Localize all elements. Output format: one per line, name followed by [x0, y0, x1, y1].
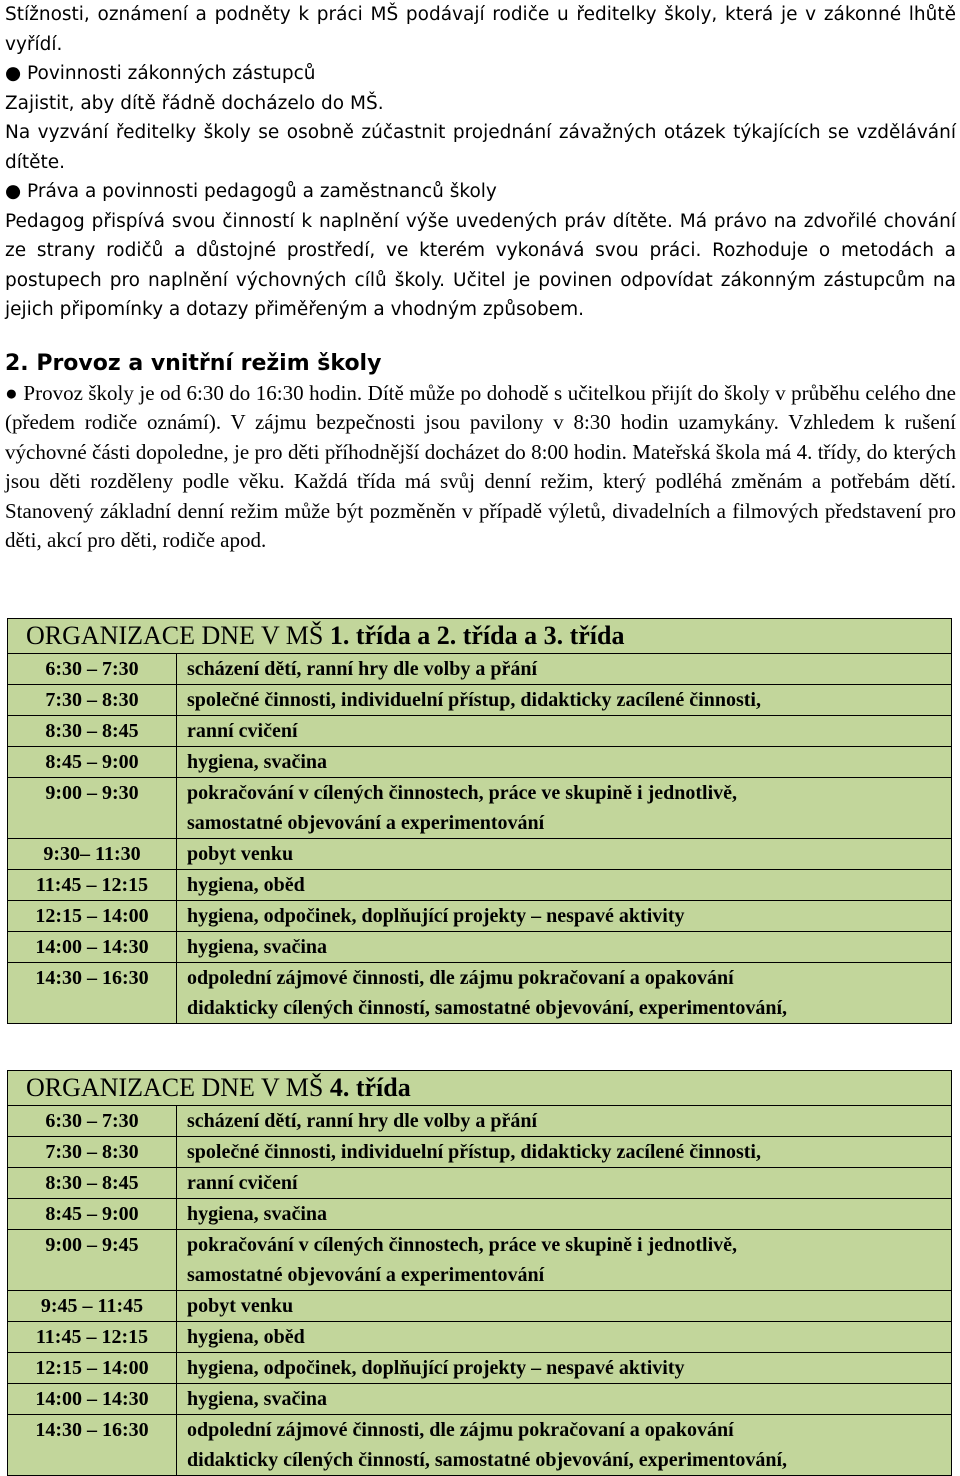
activity-line: hygiena, oběd: [187, 1326, 305, 1348]
activity: [177, 778, 952, 839]
time-slot: 7:30 – 8:30: [8, 685, 177, 716]
table-row: [8, 932, 952, 963]
guardians-duties-heading: ● Povinnosti zákonných zástupců: [5, 63, 316, 84]
activity-line: společné činnosti, individuelní přístup, didakticky zacílené činnosti,: [187, 689, 761, 711]
activity-line: odpolední zájmové činnosti, dle zájmu pokračovaní a opakování: [187, 967, 734, 989]
activity-line: společné činnosti, individuelní přístup, didakticky zacílené činnosti,: [187, 1141, 761, 1163]
time-slot: 8:45 – 9:00: [8, 747, 177, 778]
activity: [177, 685, 952, 716]
schedule-table-title: ORGANIZACE DNE V MŠ 1. třída a 2. třída a 3. třída: [8, 619, 952, 654]
activity-line: ranní cvičení: [187, 720, 298, 742]
table-row: [8, 716, 952, 747]
table-row: [8, 1106, 952, 1137]
activity-line: pobyt venku: [187, 1295, 294, 1317]
rules-section: [5, 0, 956, 325]
time-slot: 8:45 – 9:00: [8, 1199, 177, 1230]
time-slot: 6:30 – 7:30: [8, 654, 177, 685]
time-slot: 6:30 – 7:30: [8, 1106, 177, 1137]
time-slot: 14:00 – 14:30: [8, 1384, 177, 1415]
activity-line: hygiena, svačina: [187, 751, 328, 773]
schedule-table-classes-1-3: [7, 618, 952, 1024]
section-heading: 2. Provoz a vnitřní režim školy: [5, 350, 382, 376]
activity: [177, 963, 952, 1024]
activity: [177, 839, 952, 870]
time-slot: 14:00 – 14:30: [8, 932, 177, 963]
activity-line: pokračování v cílených činnostech, práce ve skupině i jednotlivě,: [187, 1234, 737, 1256]
activity-line: pokračování v cílených činnostech, práce ve skupině i jednotlivě,: [187, 782, 737, 804]
time-slot: 11:45 – 12:15: [8, 870, 177, 901]
activity-line: pobyt venku: [187, 843, 294, 865]
activity-line: didakticky cílených činností, samostatné objevování, experimentování,: [187, 997, 788, 1019]
activity: [177, 1384, 952, 1415]
time-slot: 8:30 – 8:45: [8, 716, 177, 747]
activity-line: odpolední zájmové činnosti, dle zájmu pokračovaní a opakování: [187, 1419, 734, 1441]
table-row: [8, 747, 952, 778]
activity-line: didakticky cílených činností, samostatné objevování, experimentování,: [187, 1449, 788, 1471]
teachers-rights-paragraph: Pedagog přispívá svou činností k naplnění výše uvedených práv dítěte. Má právo na zdvořilé chování ze strany rodičů a důstojné prostředí, ve kterém vykonává svou práci. Rozhoduje o metodách a postupech pro naplnění výchovných cílů školy. Učitel je povinen odpovídat zákonným zástupcům na jejich připomínky a dotazy přiměřeným a vhodným způsobem.: [5, 210, 956, 320]
table-row: [8, 1137, 952, 1168]
table-row: [8, 1199, 952, 1230]
table-row: [8, 1291, 952, 1322]
teachers-rights-heading: ● Práva a povinnosti pedagogů a zaměstnanců školy: [5, 181, 497, 202]
table-row: [8, 654, 952, 685]
time-slot: 9:30– 11:30: [8, 839, 177, 870]
activity: [177, 901, 952, 932]
time-slot: 9:00 – 9:30: [8, 778, 177, 839]
activity: [177, 1322, 952, 1353]
time-slot: 14:30 – 16:30: [8, 963, 177, 1024]
activity: [177, 1168, 952, 1199]
activity-line: hygiena, odpočinek, doplňující projekty – nespavé aktivity: [187, 1357, 685, 1379]
activity: [177, 1353, 952, 1384]
table-row: [8, 778, 952, 839]
activity: [177, 1291, 952, 1322]
activity-line: hygiena, svačina: [187, 1388, 328, 1410]
time-slot: 12:15 – 14:00: [8, 901, 177, 932]
activity: [177, 1137, 952, 1168]
table-row: [8, 1230, 952, 1291]
complaints-paragraph: Stížnosti, oznámení a podněty k práci MŠ podávají rodiče u ředitelky školy, která je v zákonné lhůtě vyřídí.: [5, 4, 956, 55]
table-row: [8, 1168, 952, 1199]
activity-line: samostatné objevování a experimentování: [187, 812, 545, 834]
time-slot: 9:45 – 11:45: [8, 1291, 177, 1322]
table-row: [8, 839, 952, 870]
activity: [177, 1199, 952, 1230]
activity-line: samostatné objevování a experimentování: [187, 1264, 545, 1286]
table-row: [8, 963, 952, 1024]
document-page: [5, 0, 956, 556]
schedule-table-class-4: [7, 1070, 952, 1476]
activity: [177, 1230, 952, 1291]
activity: [177, 932, 952, 963]
time-slot: 7:30 – 8:30: [8, 1137, 177, 1168]
activity-line: hygiena, odpočinek, doplňující projekty – nespavé aktivity: [187, 905, 685, 927]
time-slot: 12:15 – 14:00: [8, 1353, 177, 1384]
table-row: [8, 1415, 952, 1476]
table-row: [8, 1353, 952, 1384]
activity-line: scházení dětí, ranní hry dle volby a přání: [187, 658, 538, 680]
activity: [177, 747, 952, 778]
activity: [177, 654, 952, 685]
activity: [177, 1415, 952, 1476]
guardians-duty-meetings: Na vyzvání ředitelky školy se osobně zúčastnit projednání závažných otázek týkajících se vzdělávání dítěte.: [5, 122, 956, 173]
table-row: [8, 870, 952, 901]
activity: [177, 716, 952, 747]
operation-paragraph: ● Provoz školy je od 6:30 do 16:30 hodin. Dítě může po dohodě s učitelkou přijít do školy v průběhu celého dne (předem rodiče oznámí). V zájmu bezpečnosti jsou pavilony v 8:30 hodin uzamykány. Vzhledem k rušení výchovné části dopoledne, je pro děti příhodnější docházet do 8:00 hodin. Mateřská škola má 4. třídy, do kterých jsou děti rozděleny podle věku. Každá třída má svůj denní režim, který podléhá změnám a potřebám dětí. Stanovený základní denní režim může být pozměněn v případě výletů, divadelních a filmových představení pro děti, akcí pro děti, rodiče apod.: [5, 380, 956, 552]
activity-line: hygiena, svačina: [187, 936, 328, 958]
activity-line: ranní cvičení: [187, 1172, 298, 1194]
time-slot: 9:00 – 9:45: [8, 1230, 177, 1291]
table-row: [8, 1384, 952, 1415]
table-row: [8, 1322, 952, 1353]
time-slot: 8:30 – 8:45: [8, 1168, 177, 1199]
schedule-table-title: ORGANIZACE DNE V MŠ 4. třída: [8, 1071, 952, 1106]
activity-line: scházení dětí, ranní hry dle volby a přání: [187, 1110, 538, 1132]
activity: [177, 1106, 952, 1137]
activity-line: hygiena, svačina: [187, 1203, 328, 1225]
table-row: [8, 901, 952, 932]
activity-line: hygiena, oběd: [187, 874, 305, 896]
time-slot: 11:45 – 12:15: [8, 1322, 177, 1353]
guardians-duty-attendance: Zajistit, aby dítě řádně docházelo do MŠ.: [5, 92, 384, 114]
table-row: [8, 685, 952, 716]
time-slot: 14:30 – 16:30: [8, 1415, 177, 1476]
activity: [177, 870, 952, 901]
